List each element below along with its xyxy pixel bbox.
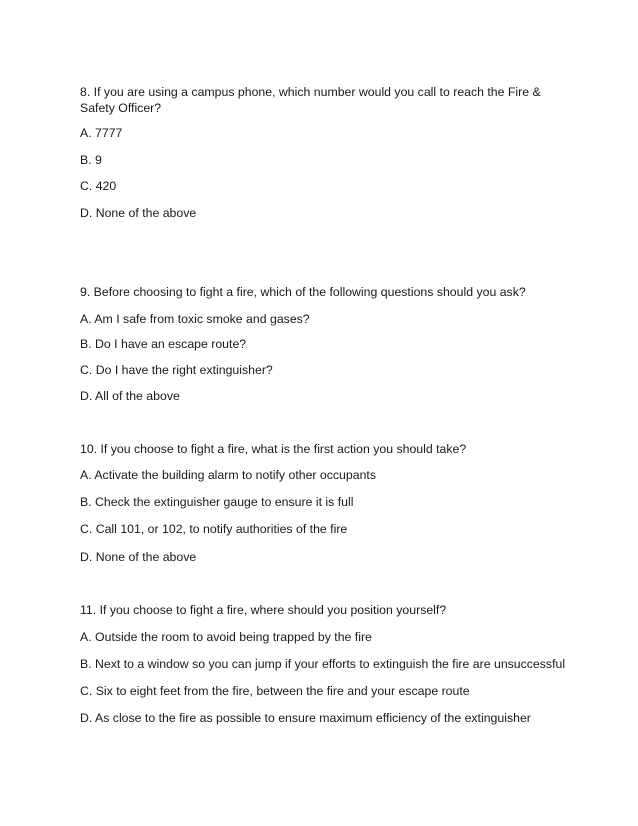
question-11-option-a: A. Outside the room to avoid being trapped by the fire <box>80 630 372 644</box>
question-11-option-c: C. Six to eight feet from the fire, between the fire and your escape route <box>80 684 470 698</box>
question-8-option-a: A. 7777 <box>80 126 123 140</box>
question-11-option-b: B. Next to a window so you can jump if your efforts to extinguish the fire are unsuccessful <box>80 657 566 671</box>
question-10-prompt: 10. If you choose to fight a fire, what is the first action you should take? <box>80 442 467 456</box>
question-9-option-b: B. Do I have an escape route? <box>80 337 247 351</box>
question-10-option-a: A. Activate the building alarm to notify other occupants <box>80 468 376 482</box>
question-9-option-d: D. All of the above <box>80 389 180 403</box>
question-9-option-c: C. Do I have the right extinguisher? <box>80 363 273 377</box>
question-9-prompt: 9. Before choosing to fight a fire, which of the following questions should you ask? <box>80 285 526 299</box>
question-8-prompt: 8. If you are using a campus phone, which number would you call to reach the Fire & Safety Officer? <box>80 85 541 115</box>
question-10-option-c: C. Call 101, or 102, to notify authorities of the fire <box>80 522 348 536</box>
question-8-option-c: C. 420 <box>80 179 117 193</box>
question-9-option-a: A. Am I safe from toxic smoke and gases? <box>80 312 310 326</box>
question-10-option-d: D. None of the above <box>80 550 197 564</box>
question-11-option-d: D. As close to the fire as possible to ensure maximum efficiency of the extinguisher <box>80 711 531 725</box>
question-11-prompt: 11. If you choose to fight a fire, where should you position yourself? <box>80 603 447 617</box>
question-8-option-d: D. None of the above <box>80 206 197 220</box>
question-8-option-b: B. 9 <box>80 153 102 167</box>
question-10-option-b: B. Check the extinguisher gauge to ensure it is full <box>80 495 354 509</box>
